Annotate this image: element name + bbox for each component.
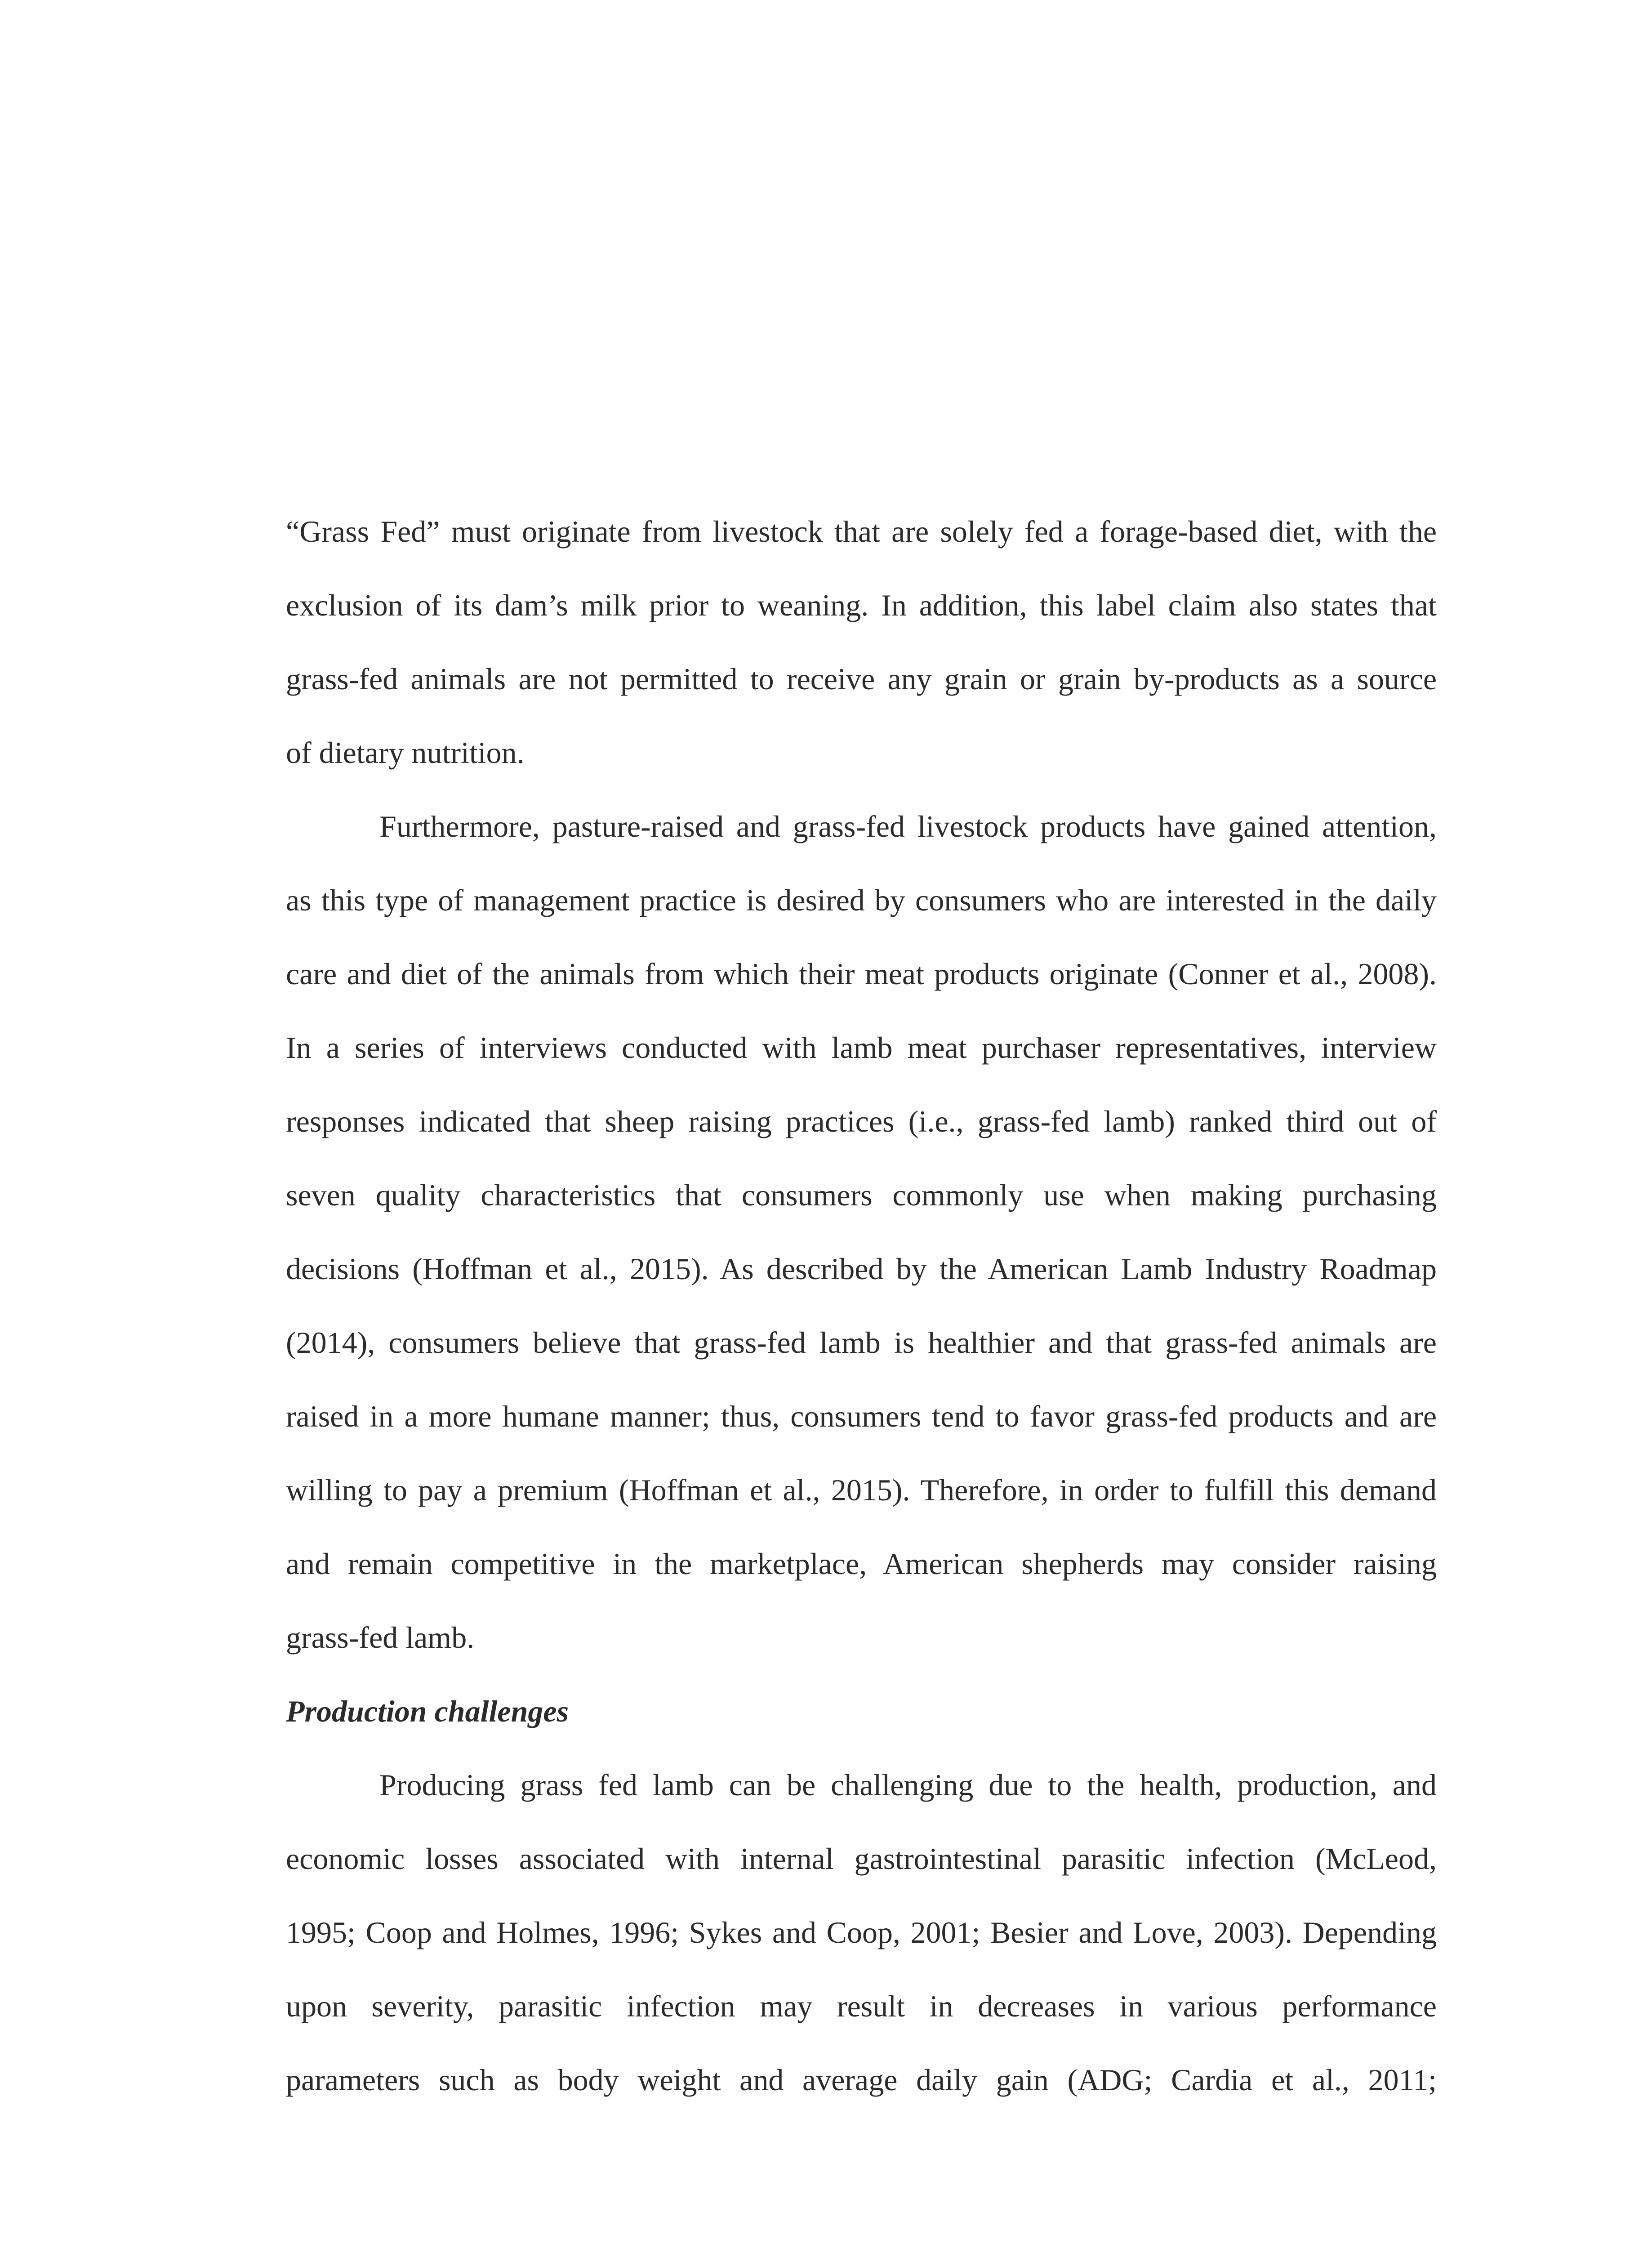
paragraph-line: parameters such as body weight and average daily gain (ADG; Cardia et al., 2011;	[286, 2063, 1437, 2097]
paragraph-line: upon severity, parasitic infection may result in decreases in various performance	[286, 1989, 1437, 2023]
paragraph-line: “Grass Fed” must originate from livestock that are solely fed a forage-based diet, with the	[286, 514, 1437, 549]
paragraph-line: 1995; Coop and Holmes, 1996; Sykes and Coop, 2001; Besier and Love, 2003). Depending	[286, 1915, 1437, 1949]
paragraph-line: responses indicated that sheep raising practices (i.e., grass-fed lamb) ranked third out of	[286, 1104, 1437, 1138]
paragraph-line: raised in a more humane manner; thus, consumers tend to favor grass-fed products and are	[286, 1399, 1437, 1433]
paragraph-line: exclusion of its dam’s milk prior to weaning. In addition, this label claim also states that	[286, 588, 1437, 622]
body-text	[286, 495, 1437, 2117]
section-heading: Production challenges	[286, 1694, 569, 1728]
paragraph-consumer-demand	[286, 789, 1437, 1674]
paragraph-production-challenges	[286, 1748, 1437, 2117]
paragraph-line: grass-fed animals are not permitted to receive any grain or grain by-products as a source	[286, 662, 1437, 696]
paragraph-line: grass-fed lamb.	[286, 1620, 475, 1655]
paragraph-line: seven quality characteristics that consumers commonly use when making purchasing	[286, 1178, 1437, 1212]
paragraph-grass-fed-definition	[286, 495, 1437, 789]
paragraph-line: In a series of interviews conducted with lamb meat purchaser representatives, interview	[286, 1030, 1437, 1065]
paragraph-line: care and diet of the animals from which their meat products originate (Conner et al., 2008).	[286, 957, 1437, 991]
paragraph-line: (2014), consumers believe that grass-fed lamb is healthier and that grass-fed animals are	[286, 1325, 1437, 1360]
paragraph-line: decisions (Hoffman et al., 2015). As described by the American Lamb Industry Roadmap	[286, 1252, 1437, 1286]
paragraph-line: economic losses associated with internal gastrointestinal parasitic infection (McLeod,	[286, 1842, 1437, 1876]
paragraph-line: of dietary nutrition.	[286, 736, 525, 770]
paragraph-line: Producing grass fed lamb can be challenging due to the health, production, and	[379, 1768, 1437, 1802]
paragraph-line: willing to pay a premium (Hoffman et al., 2015). Therefore, in order to fulfill this demand	[286, 1473, 1437, 1507]
paragraph-line: as this type of management practice is desired by consumers who are interested in the daily	[286, 883, 1437, 917]
paragraph-line: and remain competitive in the marketplace, American shepherds may consider raising	[286, 1547, 1437, 1581]
paragraph-line: Furthermore, pasture-raised and grass-fed livestock products have gained attention,	[379, 809, 1437, 843]
